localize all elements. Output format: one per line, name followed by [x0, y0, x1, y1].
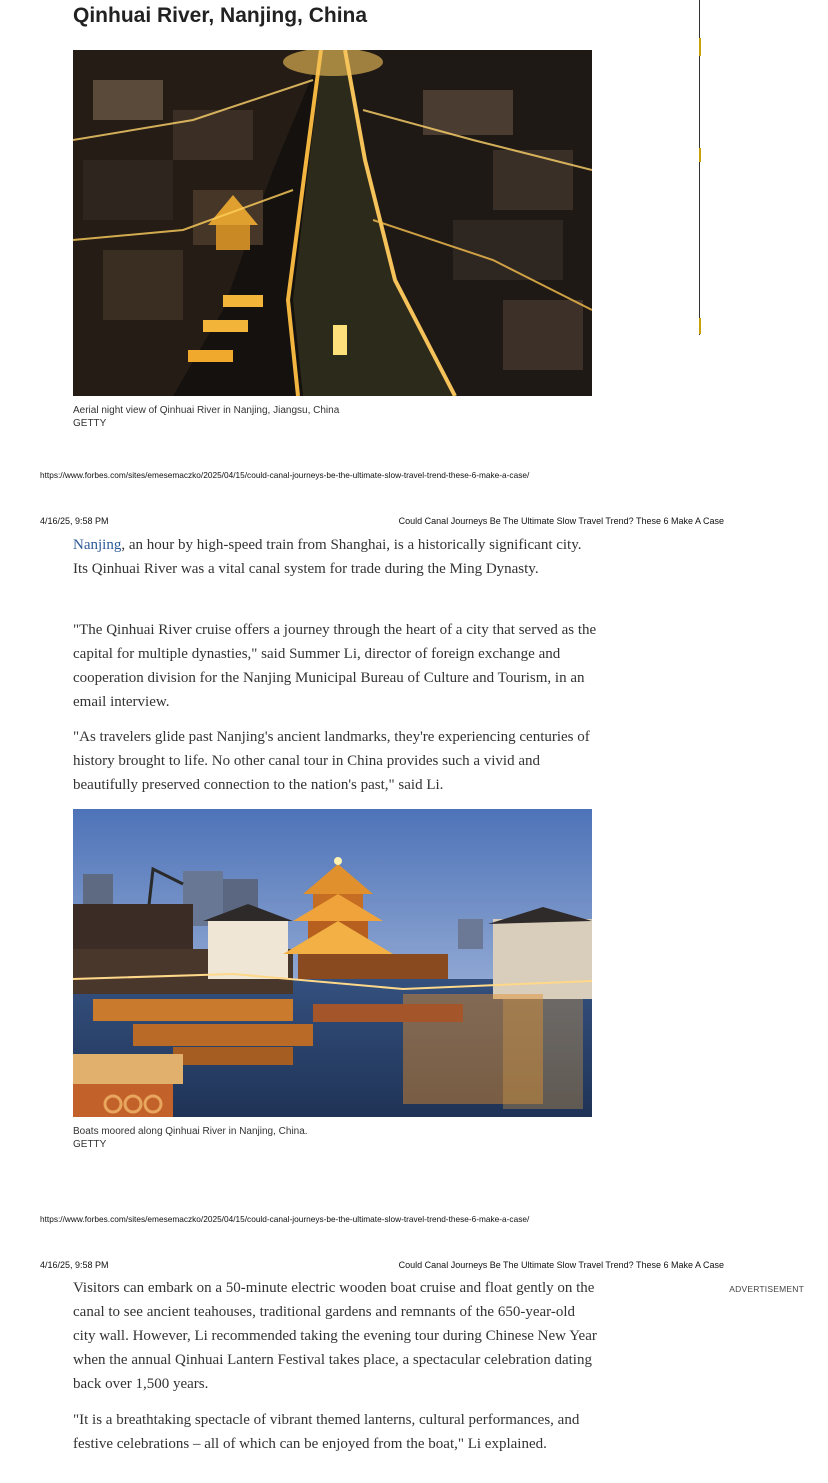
paragraph: Visitors can embark on a 50-minute electric wooden boat cruise and float gently on the canal to see ancient teahouses, traditional gardens and remnants of the 650-year-old city wall. However, Li recommended taking the evening tour during Chinese New Year when the annual Qinhuai Lantern Festival takes place, a spectacular celebration dating back over 1,500 years. [73, 1280, 597, 1392]
aerial-night-photo [73, 50, 592, 396]
print-footer-url: https://www.forbes.com/sites/emesemaczko/2025/04/15/could-canal-journeys-be-the-ultimate-slow-travel-trend-these-6-make-a-case/ [40, 470, 530, 480]
paragraph: "As travelers glide past Nanjing's ancient landmarks, they're experiencing centuries of history brought to life. No other canal tour in China provides such a vivid and beautifully preserved connection to the nation's past," said Li. [73, 729, 590, 793]
paragraph: "It is a breathtaking spectacle of vibrant themed lanterns, cultural performances, and festive celebrations – all of which can be enjoyed from the boat," Li explained. [73, 1412, 580, 1452]
nanjing-link[interactable]: Nanjing [73, 537, 122, 553]
paragraph-text: , an hour by high-speed train from Shanghai, is a historically significant city. Its Qinhuai River was a vital canal system for trade during the Ming Dynasty. [73, 537, 582, 577]
figure-caption: Boats moored along Qinhuai River in Nanjing, China. [73, 1126, 308, 1137]
ad-rail-marker [699, 148, 701, 162]
advertisement-label: ADVERTISEMENT [729, 1284, 804, 1294]
paragraph: "The Qinhuai River cruise offers a journey through the heart of a city that served as the capital for multiple dynasties," said Summer Li, director of foreign exchange and cooperation division for the Nanjing Municipal Bureau of Culture and Tourism, in an email interview. [73, 622, 597, 710]
print-header-title: Could Canal Journeys Be The Ultimate Slow Travel Trend? These 6 Make A Case [398, 1260, 724, 1270]
boats-dusk-photo [73, 809, 592, 1117]
paragraph [73, 533, 598, 581]
figure-credit: GETTY [73, 1139, 107, 1150]
print-header-title: Could Canal Journeys Be The Ultimate Slow Travel Trend? These 6 Make A Case [398, 516, 724, 526]
print-footer-url: https://www.forbes.com/sites/emesemaczko/2025/04/15/could-canal-journeys-be-the-ultimate-slow-travel-trend-these-6-make-a-case/ [40, 1214, 530, 1224]
figure-credit: GETTY [73, 418, 107, 429]
figure-caption: Aerial night view of Qinhuai River in Nanjing, Jiangsu, China [73, 405, 340, 416]
print-header-date: 4/16/25, 9:58 PM [40, 1260, 109, 1270]
ad-rail-marker [699, 318, 701, 334]
print-header-date: 4/16/25, 9:58 PM [40, 516, 109, 526]
section-heading: Qinhuai River, Nanjing, China [73, 4, 368, 27]
ad-rail-marker [699, 38, 701, 56]
